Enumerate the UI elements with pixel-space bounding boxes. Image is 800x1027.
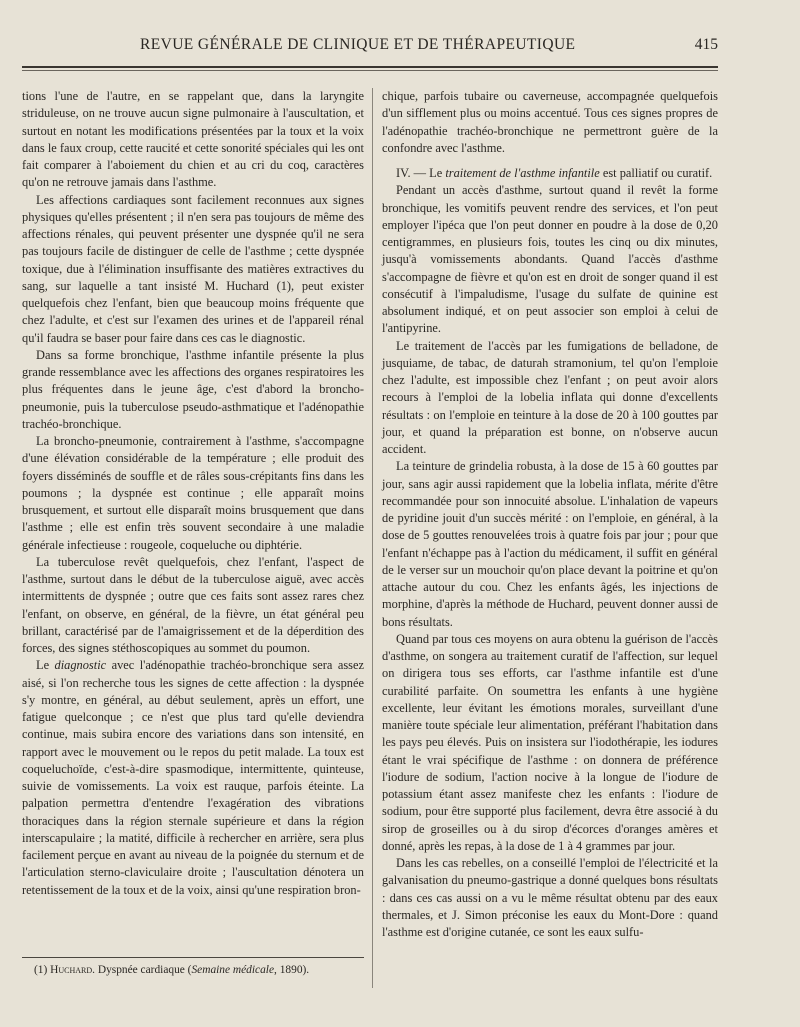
- section-paragraph: [382, 165, 718, 182]
- text-run: IV. — Le: [396, 166, 446, 180]
- footnote-journal: Semaine médicale: [191, 964, 275, 976]
- paragraph: tions l'une de l'autre, en se rappelant que, dans la laryngite striduleuse, on ne trouve aucun signe pulmonaire à l'auscultation, et surtout en notant les modifications présentées par la toux et la voix dans le faux croup, cette raucité et cette sonorité spéciales qui les ont fait comparer à l'aboiement du chien et au cri du coq, caractères qu'on ne retrouve jamais dans l'asthme.: [22, 89, 364, 190]
- italic-term: diagnostic: [54, 658, 107, 673]
- paragraph: chique, parfois tubaire ou caverneuse, accompagnée quelquefois d'un sifflement plus ou moins accentué. Tous ces signes propres de l'adénopathie trachéo-bronchique ne permettront guère de la confondre avec l'asthme.: [382, 89, 718, 155]
- text-run: avec l'adénopathie trachéo-bronchique sera assez aisé, si l'on recherche tous les signes de cette affection : la dyspnée s'y montre, en général, au début seulement, après un effort, une fatigue quelconque ; ce n'est que plus tard qu'elle deviendra continue, mais subira encore des variations dans son intensité, en rapport avec le mouvement ou le repos du petit malade. La toux est coqueluchoïde, c'est-à-dire spasmodique, intermittente, quinteuse, suivie de vomissements. La voix est rauque, parfois éteinte. La palpation permettra d'entendre l'exagération des vibrations thoraciques dans la région sternale supérieure et dans la région interscapulaire ; la matité, difficile à rechercher en arrière, sera plus facilement perçue en avant au niveau de la poignée du sternum et de l'articulation sterno-claviculaire droite ; l'auscultation dénotera un retentissement de la toux et de la voix, ainsi qu'une respiration bron-: [22, 658, 364, 897]
- column-divider: [372, 88, 373, 988]
- italic-term: traitement de l'asthme infantile: [445, 166, 600, 180]
- footnote: [34, 964, 364, 976]
- text-run: est palliatif ou curatif.: [599, 166, 713, 180]
- text-run: , 1890).: [274, 964, 310, 976]
- footnote-author: Huchard: [50, 964, 93, 976]
- running-title: REVUE GÉNÉRALE DE CLINIQUE ET DE THÉRAPEUTIQUE: [140, 36, 576, 53]
- paragraph: La teinture de grindelia robusta, à la dose de 15 à 60 gouttes par jour, sans agir aussi rapidement que la lobelia inflata, mérite d'être recommandée pour son innocuité absolue. L'inhalation de vapeurs de pyridine jouit d'un succès mérité : on l'emploie, en général, à la dose de 5 gouttes renouvelées trois à quatre fois par jour ; pour que l'enfant n'échappe pas à l'action du médicament, il suffit en général de le verser sur un mouchoir qu'on place devant la poitrine et qu'on attache autour du cou. Chez les enfants âgés, les injections de morphine, d'après la méthode de Huchard, peuvent donner aussi de bons résultats.: [382, 459, 718, 629]
- running-header: [22, 36, 718, 58]
- paragraph: La tuberculose revêt quelquefois, chez l'enfant, l'aspect de l'asthme, surtout dans le début de la tuberculose aiguë, avec accès intermittents de dyspnée ; outre que ces faits sont assez rares chez l'enfant, on observe, en général, de la fièvre, un état général peu brillant, caractérisé par de l'amaigrissement et de la déperdition des forces, des signes stéthoscopiques au sommet du poumon.: [22, 554, 364, 655]
- text-run: . Dyspnée cardiaque (: [92, 964, 192, 976]
- right-column: [382, 88, 718, 941]
- footnote-rule: [22, 957, 364, 958]
- left-column: [22, 88, 364, 899]
- page-number: 415: [694, 36, 718, 53]
- paragraph: Les affections cardiaques sont facilement reconnues aux signes physiques qu'elles présentent ; il n'en sera pas toujours de même des affections rénales, qui peuvent présenter une dyspnée qu'il ne sera pas toujours facile de distinguer de celle de l'asthme ; cette dyspnée toxique, due à l'élimination insuffisante des matières extractives du sang, sur laquelle a tant insisté M. Huchard (1), peut exister quelquefois chez l'enfant, bien que beaucoup moins fréquente que chez l'adulte, et c'est sur l'examen des urines et de l'appareil rénal qu'il faudra se baser pour faire dans ces cas le diagnostic.: [22, 192, 364, 345]
- paragraph: Dans les cas rebelles, on a conseillé l'emploi de l'électricité et la galvanisation du pneumo-gastrique a donné quelques bons résultats : dans ces cas aussi on a vu le même résultat obtenu par des eaux thermales, et J. Simon préconise les eaux du Mont-Dore : quand l'asthme est d'origine cutanée, ce sont les eaux sulfu-: [382, 856, 718, 939]
- paragraph: Dans sa forme bronchique, l'asthme infantile présente la plus grande ressemblance avec les affections des organes respiratoires les plus fréquentes dans le jeune âge, c'est d'abord la broncho-pneumonie, puis la tuberculose pseudo-asthmatique et l'adénopathie trachéo-bronchique.: [22, 347, 364, 431]
- text-run: Le: [36, 658, 55, 673]
- header-rule: [22, 66, 718, 68]
- header-rule-thin: [22, 70, 718, 71]
- footnote-marker: (1): [34, 964, 51, 976]
- paragraph: La broncho-pneumonie, contrairement à l'asthme, s'accompagne d'une élévation considérable de la température ; elle produit des foyers disséminés de souffle et de râles sous-crépitants fins dans les poumons ; la dyspnée est continue ; elle apparaît moins brusquement, et surtout elle disparaît moins brusquement que dans l'asthme ; elle est enfin très souvent secondaire à une maladie générale infectieuse : rougeole, coqueluche ou diphtérie.: [22, 434, 364, 552]
- paragraph: Quand par tous ces moyens on aura obtenu la guérison de l'accès d'asthme, on songera au traitement curatif de l'affection, sur lequel on dirigera tous ses efforts, car l'asthme infantile est d'une curabilité parfaite. On soumettra les enfants à une hygiène excellente, leur évitant les émotions morales, surveillant d'une manière toute spéciale leur alimentation, préférant l'habitation dans les pays peu élevés. Puis on insistera sur l'iodothérapie, les iodures étant le vrai spécifique de l'asthme : on donnera de préférence l'iodure de sodium, l'action nocive à la longue de l'iodure de potassium étant assez manifeste chez les enfants : l'iodure de sodium, pour être supporté plus facilement, devra être associé à du sirop de groseilles ou à du sirop d'écorces d'oranges amères et donné, après les repas, à la dose de 1 à 4 grammes par jour.: [382, 631, 718, 853]
- paragraph: Le traitement de l'accès par les fumigations de belladone, de jusquiame, de tabac, de daturah stramonium, tel qu'on l'emploie chez l'adulte, est impossible chez l'enfant ; on peut avoir alors recours à l'emploi de la lobelia inflata qui donne d'excellents résultats : on l'emploie en teinture à la dose de 20 à 100 gouttes par jour, et quand la préparation est bonne, on n'observe aucun accident.: [382, 338, 718, 456]
- paragraph: [22, 657, 364, 899]
- paragraph: Pendant un accès d'asthme, surtout quand il revêt la forme bronchique, les vomitifs peuvent rendre des services, et l'on peut employer l'ipéca que l'on peut donner en poudre à la dose de 0,20 centigrammes, en plusieurs fois, toutes les cinq ou dix minutes, jusqu'à vomissements abondants. Quand l'accès d'asthme s'accompagne de fièvre et qu'on est en droit de songer quand il est consécutif à l'impaludisme, l'usage du sulfate de quinine est absolument indiqué, et on peut associer son emploi à celui de l'antipyrine.: [382, 183, 718, 336]
